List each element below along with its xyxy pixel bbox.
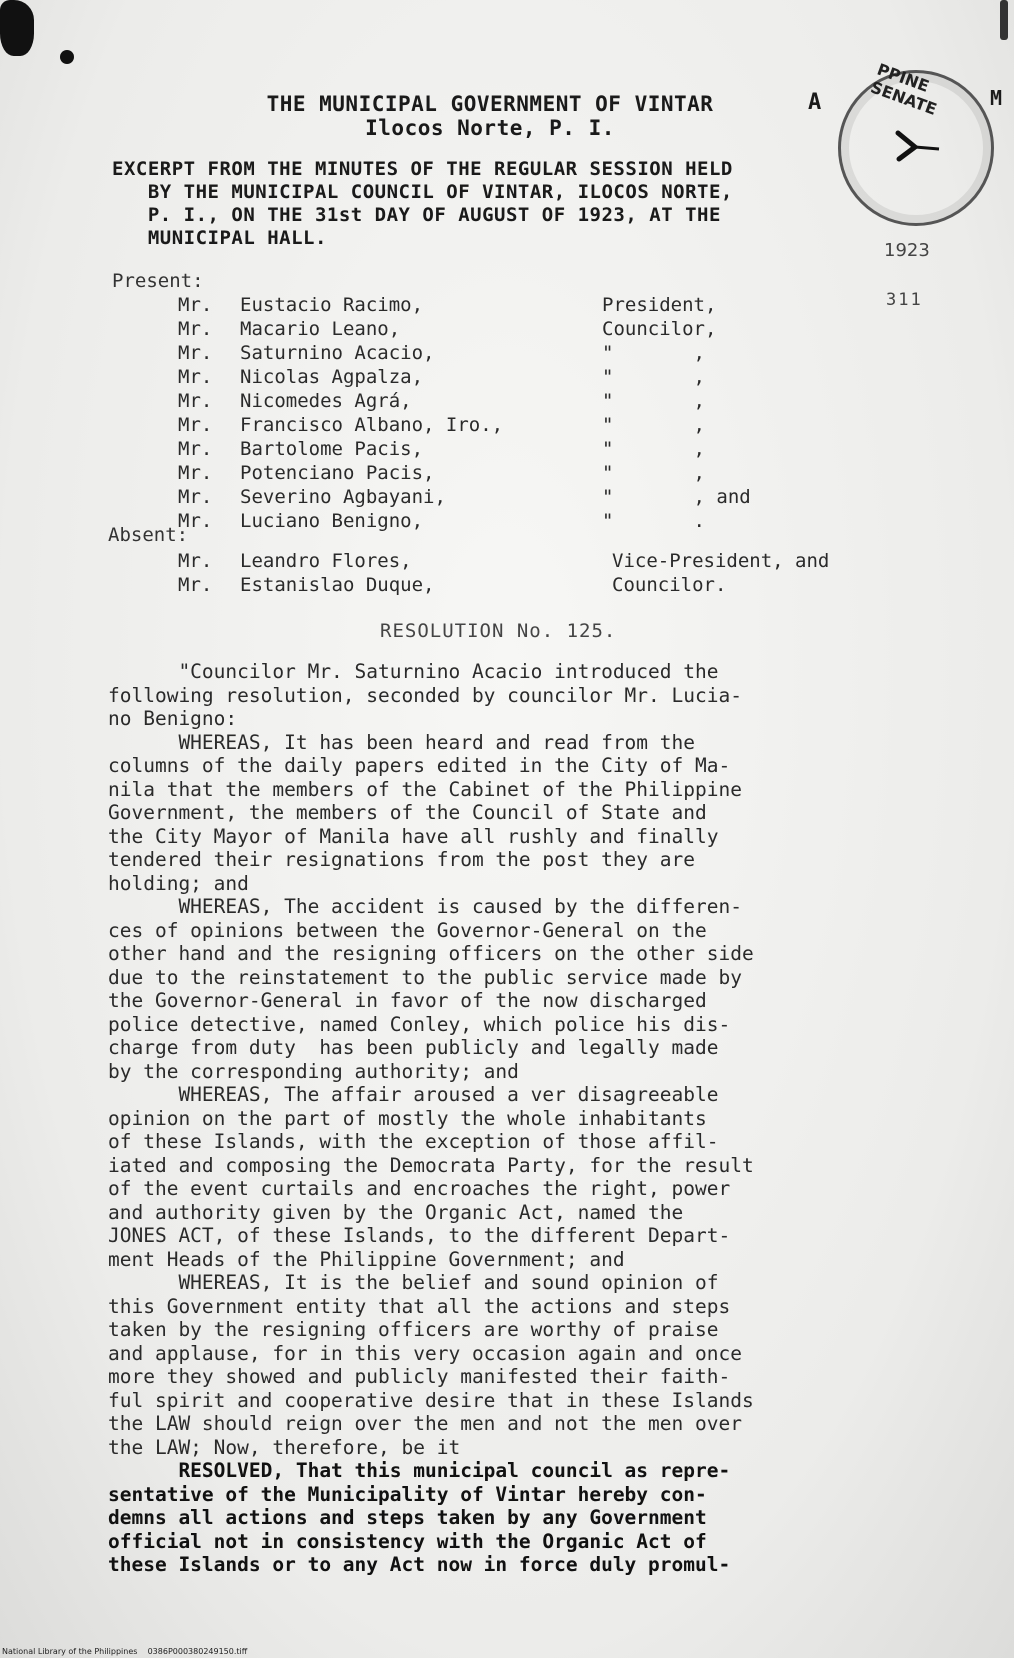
body-line: nila that the members of the Cabinet of the Philippine <box>108 777 742 801</box>
resolution-title: RESOLUTION No. 125. <box>380 620 617 642</box>
body-line: WHEREAS, The accident is caused by the differen- <box>108 895 742 918</box>
body-line: tendered their resignations from the post they are <box>108 848 695 871</box>
present-member <box>178 342 705 364</box>
member-name: Leandro Flores, <box>240 550 412 572</box>
member-position: " , <box>602 414 705 436</box>
body-line: of the event curtails and encroaches the right, power <box>108 1177 731 1200</box>
present-member <box>178 510 705 532</box>
present-member <box>178 390 705 412</box>
body-line: due to the reinstatement to the public service made by <box>108 965 742 989</box>
body-line: following resolution, seconded by councilor Mr. Lucia- <box>108 683 742 707</box>
body-line: the Governor-General in favor of the now discharged <box>108 989 707 1012</box>
member-position: President, <box>602 294 717 316</box>
body-line: and applause, for in this very occasion again and once <box>108 1341 742 1365</box>
body-line: WHEREAS, The affair aroused a ver disagreeable <box>108 1083 719 1106</box>
member-name: Eustacio Racimo, <box>240 294 424 316</box>
header-subtitle: Ilocos Norte, P. I. <box>365 116 615 140</box>
member-title: Mr. <box>178 390 213 412</box>
body-line: official not in consistency with the Organic Act of <box>108 1529 707 1553</box>
member-name: Bartolome Pacis, <box>240 438 424 460</box>
body-line: opinion on the part of mostly the whole inhabitants <box>108 1106 707 1130</box>
member-title: Mr. <box>178 414 213 436</box>
present-member <box>178 294 717 316</box>
body-line: WHEREAS, It has been heard and read from the <box>108 730 695 754</box>
member-position: Councilor. <box>612 574 727 596</box>
body-line: other hand and the resigning officers on the other side <box>108 942 754 965</box>
present-member <box>178 414 705 436</box>
clock-hands-icon <box>893 125 943 165</box>
member-title: Mr. <box>178 550 213 572</box>
member-name: Potenciano Pacis, <box>240 462 435 484</box>
body-line: this Government entity that all the actions and steps <box>108 1294 731 1318</box>
member-name: Francisco Albano, Iro., <box>240 414 504 436</box>
present-member <box>178 318 717 340</box>
annotation-m: M <box>990 86 1003 110</box>
member-name: Estanislao Duque, <box>240 574 435 596</box>
body-line: more they showed and publicly manifested their faith- <box>108 1365 731 1388</box>
body-line: demns all actions and steps taken by any Government <box>108 1506 707 1529</box>
present-member <box>178 438 705 460</box>
member-position: " , <box>602 462 705 484</box>
member-position: " , <box>602 366 705 388</box>
ink-blot <box>0 0 34 56</box>
member-name: Nicomedes Agrá, <box>240 390 412 412</box>
body-line: the LAW; Now, therefore, be it <box>108 1435 461 1459</box>
member-position: " , <box>602 390 705 412</box>
body-line: by the corresponding authority; and <box>108 1059 519 1083</box>
member-title: Mr. <box>178 366 213 388</box>
excerpt-line: EXCERPT FROM THE MINUTES OF THE REGULAR SESSION HELD <box>112 158 733 180</box>
body-line: Government, the members of the Council of State and <box>108 801 707 824</box>
body-line: of these Islands, with the exception of those affil- <box>108 1130 719 1153</box>
excerpt-heading <box>112 158 872 250</box>
seal-number: 311 <box>886 290 923 310</box>
document-header <box>230 92 750 140</box>
body-line: police detective, named Conley, which police his dis- <box>108 1012 731 1036</box>
member-title: Mr. <box>178 462 213 484</box>
body-line: charge from duty has been publicly and legally made <box>108 1036 719 1059</box>
present-label: Present: <box>112 270 204 292</box>
body-line: holding; and <box>108 871 249 895</box>
seal-year: 1923 <box>884 240 930 261</box>
member-position: " , <box>602 438 705 460</box>
member-name: Macario Leano, <box>240 318 401 340</box>
member-position: Councilor, <box>602 318 717 340</box>
member-position: " . <box>602 510 705 532</box>
body-line: ces of opinions between the Governor-General on the <box>108 918 707 942</box>
seal-text: PPINE SENATE <box>868 59 940 119</box>
member-title: Mr. <box>178 510 213 532</box>
member-name: Luciano Benigno, <box>240 510 424 532</box>
body-line: iated and composing the Democrata Party, for the result <box>108 1153 754 1177</box>
present-member <box>178 366 705 388</box>
body-line: JONES ACT, of these Islands, to the different Depart- <box>108 1224 731 1247</box>
member-name: Nicolas Agpalza, <box>240 366 424 388</box>
member-title: Mr. <box>178 438 213 460</box>
body-line: taken by the resigning officers are worthy of praise <box>108 1318 719 1341</box>
body-line: "Councilor Mr. Saturnino Acacio introduced the <box>108 660 719 683</box>
body-line: the LAW should reign over the men and not the men over <box>108 1412 742 1435</box>
body-line: ful spirit and cooperative desire that in these Islands <box>108 1388 754 1412</box>
present-member <box>178 486 751 508</box>
member-name: Severino Agbayani, <box>240 486 446 508</box>
member-position: " , <box>602 342 705 364</box>
member-title: Mr. <box>178 342 213 364</box>
ink-dot <box>60 50 74 64</box>
body-line: WHEREAS, It is the belief and sound opinion of <box>108 1271 719 1294</box>
member-position: Vice-President, and <box>612 550 830 572</box>
scan-footer: National Library of the Philippines 0386P000380249150.tiff <box>2 1647 248 1656</box>
member-title: Mr. <box>178 574 213 596</box>
member-title: Mr. <box>178 486 213 508</box>
member-name: Saturnino Acacio, <box>240 342 435 364</box>
body-line: RESOLVED, That this municipal council as repre- <box>108 1459 731 1482</box>
header-title: THE MUNICIPAL GOVERNMENT OF VINTAR <box>266 92 714 116</box>
present-member <box>178 462 705 484</box>
absent-member <box>178 574 727 596</box>
body-line: no Benigno: <box>108 707 238 730</box>
resolution-body <box>108 660 888 1577</box>
annotation-a: A <box>808 90 822 115</box>
body-line: columns of the daily papers edited in the City of Ma- <box>108 754 731 777</box>
excerpt-line: P. I., ON THE 31st DAY OF AUGUST OF 1923, AT THE <box>112 204 721 226</box>
member-title: Mr. <box>178 318 213 340</box>
absent-member <box>178 550 830 572</box>
member-title: Mr. <box>178 294 213 316</box>
excerpt-line: BY THE MUNICIPAL COUNCIL OF VINTAR, ILOCOS NORTE, <box>112 181 733 203</box>
body-line: sentative of the Municipality of Vintar hereby con- <box>108 1482 707 1506</box>
body-line: these Islands or to any Act now in force duly promul- <box>108 1553 731 1576</box>
member-position: " , and <box>602 486 751 508</box>
absent-label: Absent: <box>108 524 189 546</box>
ink-mark <box>1000 0 1008 40</box>
excerpt-line: MUNICIPAL HALL. <box>112 227 327 249</box>
body-line: ment Heads of the Philippine Government; and <box>108 1247 625 1271</box>
body-line: the City Mayor of Manila have all rushly and finally <box>108 824 719 848</box>
body-line: and authority given by the Organic Act, named the <box>108 1200 684 1224</box>
